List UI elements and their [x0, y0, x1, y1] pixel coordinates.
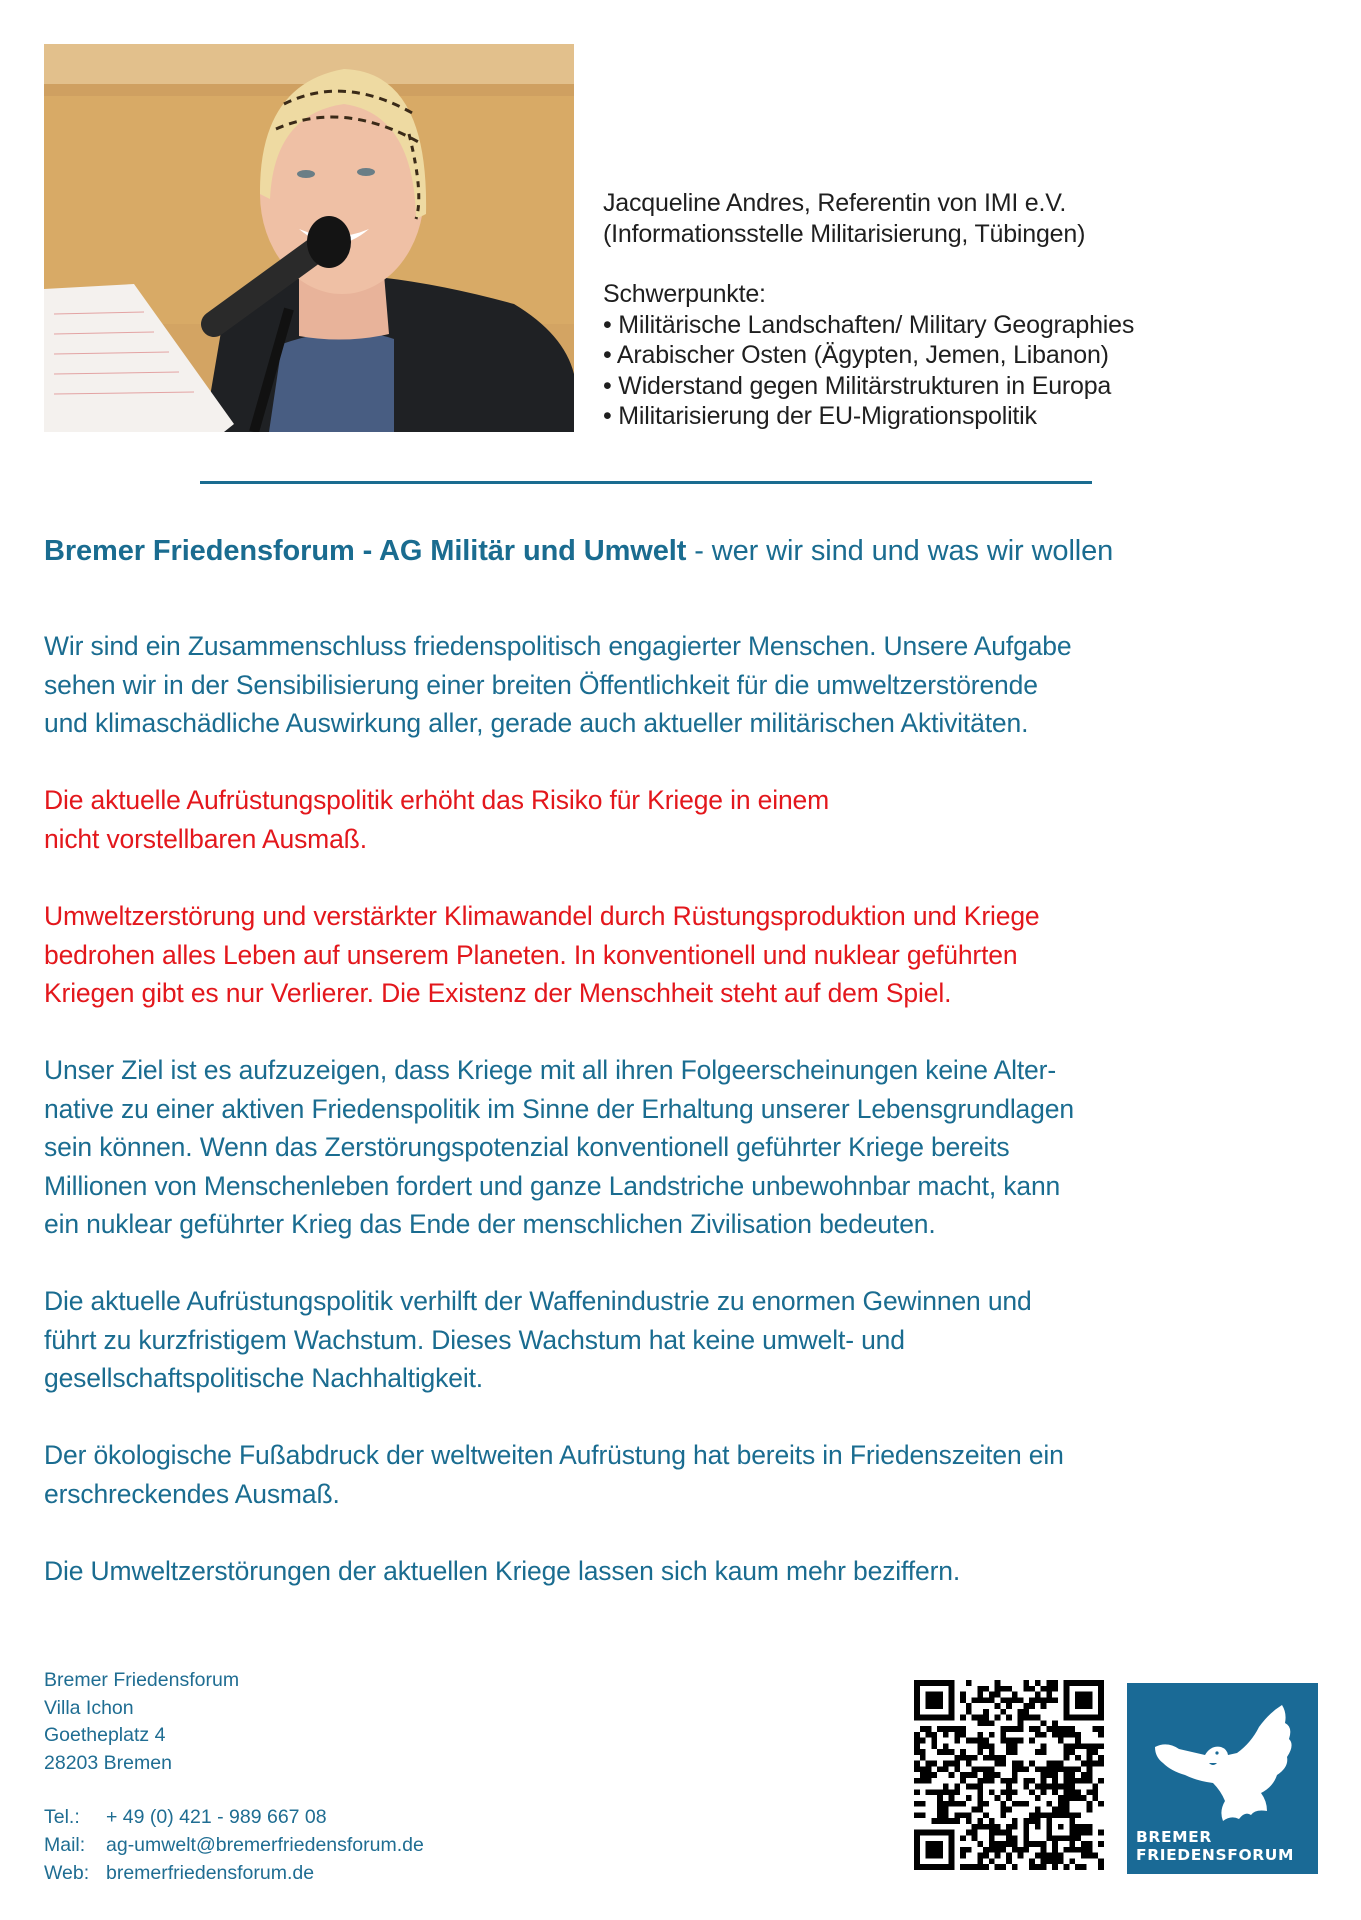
paragraph-line: erschreckendes Ausmaß.	[44, 1478, 340, 1509]
paragraph-line: Die Umweltzerstörungen der aktuellen Kriege lassen sich kaum mehr beziffern.	[44, 1556, 961, 1586]
bremer-friedensforum-logo	[1127, 1683, 1318, 1874]
qr-code	[914, 1680, 1104, 1870]
section-divider	[200, 481, 1092, 484]
paragraph-line: ein nuklear geführter Krieg das Ende der menschlichen Zivilisation bedeuten.	[44, 1209, 936, 1240]
contact-tel-row	[44, 1804, 604, 1832]
paragraph-arms-industry	[44, 1282, 1334, 1398]
paragraph-line: sein können. Wenn das Zerstörungspotenzial konventionell geführter Kriege bereits	[44, 1132, 1010, 1163]
heading-bold: Bremer Friedensforum - AG Militär und Umwelt	[44, 535, 687, 567]
paragraph-intro	[44, 627, 1334, 743]
paragraph-line: Der ökologische Fußabdruck der weltweiten Aufrüstung hat bereits in Friedenszeiten ein	[44, 1440, 1064, 1470]
speaker-photo	[44, 44, 574, 432]
paragraph-warning-risk	[44, 781, 1334, 858]
tel-value[interactable]: + 49 (0) 421 - 989 667 08	[106, 1806, 327, 1829]
logo-line-2: FRIEDENSFORUM	[1136, 1846, 1294, 1864]
paragraph-line: Die aktuelle Aufrüstungspolitik verhilft der Waffenindustrie zu enormen Gewinnen und	[44, 1286, 1032, 1316]
paragraph-warning-environment	[44, 897, 1334, 1013]
mail-link[interactable]: ag-umwelt@bremerfriedensforum.de	[106, 1833, 424, 1856]
paragraph-line: Die aktuelle Aufrüstungspolitik erhöht das Risiko für Kriege in einem	[44, 785, 830, 815]
paragraph-line: native zu einer aktiven Friedenspolitik im Sinne der Erhaltung unserer Lebensgrundlagen	[44, 1093, 1074, 1124]
focus-item: • Arabischer Osten (Ägypten, Jemen, Libanon)	[603, 341, 1109, 369]
paragraph-line: führt zu kurzfristigem Wachstum. Dieses Wachstum hat keine umwelt- und	[44, 1324, 905, 1355]
speaker-name-line: Jacqueline Andres, Referentin von IMI e.V.	[603, 189, 1067, 217]
logo-line-1: BREMER	[1136, 1828, 1212, 1846]
paragraph-line: Unser Ziel ist es aufzuzeigen, dass Kriege mit all ihren Folgeerscheinungen keine Alter-	[44, 1055, 1056, 1085]
focus-item: • Widerstand gegen Militärstrukturen in Europa	[603, 371, 1112, 400]
paragraph-line: Wir sind ein Zusammenschluss friedenspolitisch engagierter Menschen. Unsere Aufgabe	[44, 631, 1072, 661]
address-line: Goetheplatz 4	[44, 1724, 166, 1747]
contact-block	[44, 1667, 604, 1887]
paragraph-line: Millionen von Menschenleben fordert und ganze Landstriche unbewohnbar macht, kann	[44, 1170, 1061, 1201]
focus-item: • Militärische Landschaften/ Military Geographies	[603, 310, 1135, 339]
qr-code-graphic	[914, 1680, 1104, 1870]
focus-title: Schwerpunkte:	[603, 280, 766, 308]
speaker-org-line: (Informationsstelle Militarisierung, Tübingen)	[603, 219, 1086, 248]
paragraph-footprint	[44, 1436, 1334, 1513]
focus-item: • Militarisierung der EU-Migrationspolitik	[603, 402, 1037, 430]
paragraph-line: Umweltzerstörung und verstärkter Klimawandel durch Rüstungsproduktion und Kriege	[44, 901, 1040, 931]
heading-rest: - wer wir sind und was wir wollen	[686, 535, 1114, 567]
paragraph-line: gesellschaftspolitische Nachhaltigkeit.	[44, 1363, 483, 1394]
logo-text	[1136, 1828, 1294, 1864]
paragraph-line: sehen wir in der Sensibilisierung einer breiten Öffentlichkeit für die umweltzerstörende	[44, 669, 1038, 700]
address-line: 28203 Bremen	[44, 1751, 172, 1774]
paragraph-line: und klimaschädliche Auswirkung aller, gerade auch aktueller militärischen Aktivitäten.	[44, 708, 1029, 739]
speaker-bio	[603, 188, 1323, 432]
section-heading	[44, 535, 1344, 568]
web-label: Web:	[44, 1861, 90, 1884]
address-line: Bremer Friedensforum	[44, 1669, 240, 1691]
contact-mail-row	[44, 1832, 604, 1860]
paragraph-destruction	[44, 1552, 1334, 1591]
speaker-photo-illustration	[44, 44, 574, 432]
paragraph-goal	[44, 1051, 1334, 1244]
paragraph-line: bedrohen alles Leben auf unserem Planeten. In konventionell und nuklear geführten	[44, 939, 1018, 970]
mail-label: Mail:	[44, 1833, 86, 1856]
tel-label: Tel.:	[44, 1806, 80, 1829]
contact-web-row	[44, 1860, 604, 1888]
paragraph-line: Kriegen gibt es nur Verlierer. Die Existenz der Menschheit steht auf dem Spiel.	[44, 978, 952, 1009]
address-line: Villa Ichon	[44, 1696, 134, 1719]
paragraph-line: nicht vorstellbaren Ausmaß.	[44, 823, 367, 854]
web-link[interactable]: bremerfriedensforum.de	[106, 1861, 315, 1884]
